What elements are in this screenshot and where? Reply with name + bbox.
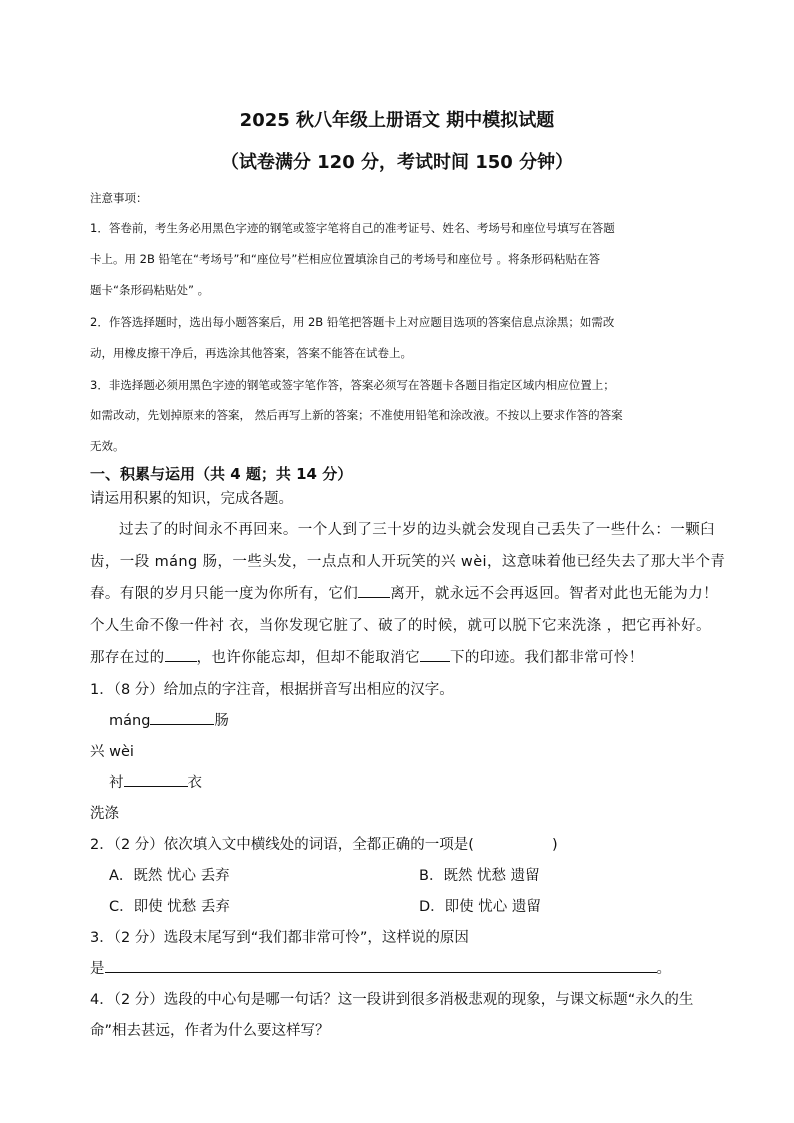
question-2-stem (90, 833, 558, 854)
page-title: 2025 秋八年级上册语文 期中模拟试题 (239, 110, 555, 131)
question-4-line-1: 4．（2 分）选段的中心句是哪一句话？这一段讲到很多消极悲观的现象，与课文标题“永久的生 (90, 992, 694, 1008)
note-2-line-1: 2．作答选择题时，选出每小题答案后，用 2B 铅笔把答题卡上对应题目选项的答案信息点涂黑；如需改 (90, 315, 615, 329)
question-2-stem-end: ) (551, 837, 558, 853)
note-1-line-2: 卡上。用 2B 铅笔在“考场号”和“座位号”栏相应位置填涂自己的考场号和座位号 。将条形码粘贴在答 (90, 252, 600, 266)
question-1-item-d: 洗涤 (90, 806, 119, 822)
question-2-option-d: D．即使 忧心 遗留 (419, 899, 541, 915)
passage-line-5-start: 那存在过的 (90, 650, 165, 666)
note-1-line-3: 题卡“条形码粘贴处” 。 (90, 283, 210, 297)
passage-line-4: 个人生命不像一件衬 衣，当你发现它脏了、破了的时候，就可以脱下它来洗涤 ，把它再补好。 (90, 618, 711, 634)
passage-blank-2[interactable] (165, 647, 197, 662)
question-2-option-b: B．既然 忧愁 遗留 (419, 868, 540, 884)
passage-line-5-end: 下的印迹。我们都非常可怜！ (450, 650, 644, 666)
notes-heading: 注意事项： (90, 191, 148, 205)
note-2-line-2: 动，用橡皮擦干净后，再选涂其他答案，答案不能答在试卷上。 (90, 346, 412, 360)
note-1-line-1: 1．答卷前，考生务必用黑色字迹的钢笔或签字笔将自己的准考证号、姓名、考场号和座位号填写在答题 (90, 221, 615, 235)
section-1-instruction: 请运用积累的知识，完成各题。 (90, 491, 293, 507)
passage-line-3-end: 离开，就永远不会再返回。智者对此也无能为力！ (390, 586, 719, 602)
note-3-line-2: 如需改动，先划掉原来的答案， 然后再写上新的答案；不准使用铅笔和涂改液。不按以上要求作答的答案 (90, 408, 623, 422)
note-3-line-3: 无效。 (90, 439, 125, 453)
passage-line-5 (90, 646, 644, 667)
passage-line-3 (90, 582, 718, 603)
question-1-item-a-prefix: máng (109, 713, 151, 729)
question-2-stem-text: 2．（2 分）依次填入文中横线处的词语，全都正确的一项是( (90, 837, 474, 853)
question-1-stem: 1．（8 分）给加点的字注音，根据拼音写出相应的汉字。 (90, 682, 454, 698)
question-3-stem: 3．（2 分）选段末尾写到“我们都非常可怜”，这样说的原因 (90, 930, 469, 946)
question-1-item-a-suffix: 肠 (214, 713, 229, 729)
section-1-heading: 一、积累与运用（共 4 题；共 14 分） (90, 465, 353, 483)
note-3-line-1: 3．非选择题必须用黑色字迹的钢笔或签字笔作答，答案必须写在答题卡各题目指定区域内相应位置上； (90, 378, 615, 392)
question-1-item-b: 兴 wèi (90, 744, 134, 760)
question-4-line-2: 命”相去甚远，作者为什么要这样写？ (90, 1023, 330, 1039)
question-1-answer-c[interactable] (124, 772, 188, 787)
passage-line-1: 过去了的时间永不再回来。一个人到了三十岁的边头就会发现自己丢失了一些什么：一颗臼 (119, 522, 715, 538)
question-3-answer-end: 。 (656, 961, 671, 977)
question-3-answer-line (90, 957, 671, 978)
question-3-answer-prefix: 是 (90, 961, 105, 977)
question-1-item-c-suffix: 衣 (187, 775, 202, 791)
question-2-option-a: A．既然 忧心 丢弃 (109, 868, 230, 884)
question-3-answer-blank[interactable] (105, 958, 657, 973)
page-subtitle: （试卷满分 120 分，考试时间 150 分钟） (220, 152, 574, 173)
question-1-item-c-prefix: 衬 (109, 775, 124, 791)
passage-line-5-middle: ，也许你能忘却，但却不能取消它 (196, 650, 420, 666)
passage-line-2: 齿，一段 máng 肠，一些头发，一点点和人开玩笑的兴 wèi，这意味着他已经失去了那大半个青 (90, 554, 726, 570)
question-1-item-c (109, 771, 202, 792)
question-1-answer-a[interactable] (150, 710, 214, 725)
question-1-item-a (109, 709, 229, 730)
question-2-option-c: C．即使 忧愁 丢弃 (109, 899, 230, 915)
passage-line-3-start: 春。有限的岁月只能一度为你所有，它们 (90, 586, 359, 602)
passage-blank-1[interactable] (358, 583, 390, 598)
passage-blank-3[interactable] (420, 647, 450, 662)
